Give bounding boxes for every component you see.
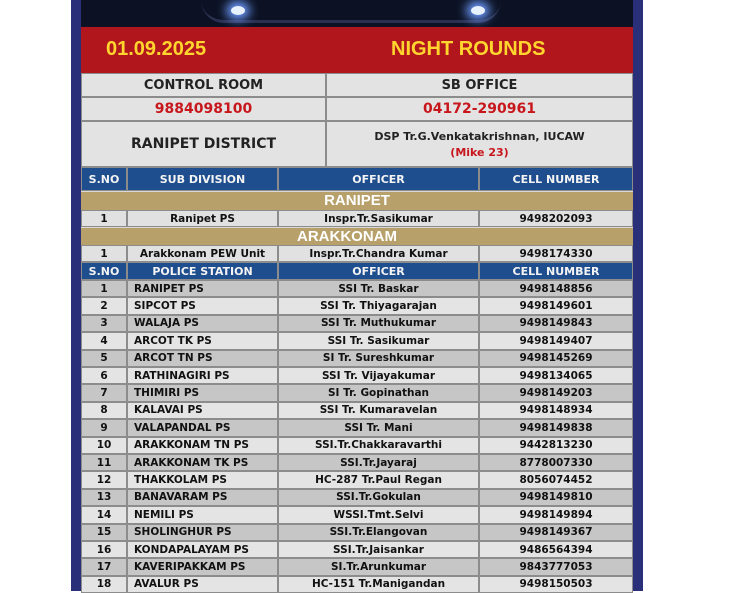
row-officer: SSI Tr. Mani (278, 419, 479, 436)
car-silhouette (201, 0, 501, 23)
row-officer: SSI.Tr.Jaisankar (278, 541, 479, 558)
col-sno-header: S.NO (81, 167, 127, 191)
row-sno: 4 (81, 332, 127, 349)
table-row (81, 280, 633, 297)
col-sno-header: S.NO (81, 262, 127, 280)
row-officer: HC-287 Tr.Paul Regan (278, 471, 479, 488)
row-station: NEMILI PS (127, 506, 278, 523)
row-cell-number: 9486564394 (479, 541, 633, 558)
row-officer: SSI Tr. Thiyagarajan (278, 297, 479, 314)
row-cell-number: 9498149810 (479, 489, 633, 506)
row-cell-number: 8778007330 (479, 454, 633, 471)
row-cell-number: 9498149407 (479, 332, 633, 349)
row-station: ARCOT TN PS (127, 350, 278, 367)
table-row (81, 315, 633, 332)
row-sno: 3 (81, 315, 127, 332)
table-row (81, 332, 633, 349)
row-sno: 5 (81, 350, 127, 367)
row-officer: WSSI.Tmt.Selvi (278, 506, 479, 523)
table-row (81, 471, 633, 488)
table-row (81, 506, 633, 523)
table-row (81, 558, 633, 575)
row-station: VALAPANDAL PS (127, 419, 278, 436)
row-cell-number: 9498149838 (479, 419, 633, 436)
row-station: BANAVARAM PS (127, 489, 278, 506)
row-sno: 16 (81, 541, 127, 558)
row-officer: SSI Tr. Muthukumar (278, 315, 479, 332)
row-station: RANIPET PS (127, 280, 278, 297)
row-cell-number: 9498149843 (479, 315, 633, 332)
row-sno: 8 (81, 402, 127, 419)
row-cell-number: 9442813230 (479, 437, 633, 454)
table-row (81, 437, 633, 454)
row-station: KALAVAI PS (127, 402, 278, 419)
col-cell-header: CELL NUMBER (479, 262, 633, 280)
row-officer: SSI Tr. Kumaravelan (278, 402, 479, 419)
row-sno: 17 (81, 558, 127, 575)
page-title: NIGHT ROUNDS (391, 38, 546, 60)
row-officer: SI Tr. Gopinathan (278, 384, 479, 401)
col-officer-header: OFFICER (278, 167, 479, 191)
duty-sheet-body (81, 0, 633, 591)
row-sno: 12 (81, 471, 127, 488)
row-officer: SI Tr. Sureshkumar (278, 350, 479, 367)
row-officer: Inspr.Tr.Sasikumar (278, 210, 479, 227)
row-cell-number: 9843777053 (479, 558, 633, 575)
row-sno: 11 (81, 454, 127, 471)
row-cell-number: 9498145269 (479, 350, 633, 367)
row-officer: SSI.Tr.Chakkaravarthi (278, 437, 479, 454)
control-room-phone: 9884098100 (81, 97, 326, 121)
sb-office-phone: 04172-290961 (326, 97, 633, 121)
row-sno: 10 (81, 437, 127, 454)
sb-office-label: SB OFFICE (326, 73, 633, 97)
table-row (81, 576, 633, 593)
col-officer-header: OFFICER (278, 262, 479, 280)
row-cell-number: 9498149367 (479, 524, 633, 541)
row-sno: 7 (81, 384, 127, 401)
table-row (81, 489, 633, 506)
row-station: ARAKKONAM TK PS (127, 454, 278, 471)
control-room-label: CONTROL ROOM (81, 73, 326, 97)
row-cell-number: 9498149894 (479, 506, 633, 523)
row-station: SHOLINGHUR PS (127, 524, 278, 541)
table-row (81, 541, 633, 558)
row-station: KAVERIPAKKAM PS (127, 558, 278, 575)
banner-image (81, 0, 633, 27)
row-station: RATHINAGIRI PS (127, 367, 278, 384)
row-sno: 1 (81, 280, 127, 297)
row-station: AVALUR PS (127, 576, 278, 593)
row-cell-number: 9498149203 (479, 384, 633, 401)
table-row (81, 524, 633, 541)
row-officer: SI.Tr.Arunkumar (278, 558, 479, 575)
row-station: ARCOT TK PS (127, 332, 278, 349)
row-sno: 1 (81, 245, 127, 262)
row-sno: 14 (81, 506, 127, 523)
row-officer: SSI Tr. Baskar (278, 280, 479, 297)
table-row (81, 210, 633, 227)
row-cell-number: 9498134065 (479, 367, 633, 384)
group-heading-arakkonam: ARAKKONAM (81, 228, 633, 245)
dsp-cell (326, 121, 633, 167)
row-cell-number: 9498150503 (479, 576, 633, 593)
col-station-header: POLICE STATION (127, 262, 278, 280)
row-sno: 6 (81, 367, 127, 384)
row-cell-number: 9498202093 (479, 210, 633, 227)
table-row (81, 419, 633, 436)
duty-sheet (71, 0, 643, 591)
row-sno: 18 (81, 576, 127, 593)
row-officer: SSI Tr. Sasikumar (278, 332, 479, 349)
table-row (81, 402, 633, 419)
row-cell-number: 9498148934 (479, 402, 633, 419)
table-row (81, 297, 633, 314)
table-row (81, 384, 633, 401)
row-sno: 9 (81, 419, 127, 436)
row-station: WALAJA PS (127, 315, 278, 332)
row-sno: 1 (81, 210, 127, 227)
row-officer: HC-151 Tr.Manigandan (278, 576, 479, 593)
row-station: KONDAPALAYAM PS (127, 541, 278, 558)
row-station: ARAKKONAM TN PS (127, 437, 278, 454)
row-officer: SSI.Tr.Elangovan (278, 524, 479, 541)
col-cell-header: CELL NUMBER (479, 167, 633, 191)
row-officer: SSI.Tr.Gokulan (278, 489, 479, 506)
row-officer: SSI.Tr.Jayaraj (278, 454, 479, 471)
row-officer: SSI Tr. Vijayakumar (278, 367, 479, 384)
table-row (81, 245, 633, 262)
col-subdivision-header: SUB DIVISION (127, 167, 278, 191)
row-subdivision: Arakkonam PEW Unit (127, 245, 278, 262)
row-officer: Inspr.Tr.Chandra Kumar (278, 245, 479, 262)
row-station: THAKKOLAM PS (127, 471, 278, 488)
row-cell-number: 9498149601 (479, 297, 633, 314)
dsp-name: DSP Tr.G.Venkatakrishnan, IUCAW (374, 129, 585, 143)
row-sno: 13 (81, 489, 127, 506)
table-row (81, 350, 633, 367)
row-station: THIMIRI PS (127, 384, 278, 401)
dsp-callsign: (Mike 23) (450, 145, 509, 159)
table-row (81, 454, 633, 471)
district-name: RANIPET DISTRICT (81, 121, 326, 167)
row-station: SIPCOT PS (127, 297, 278, 314)
row-sno: 2 (81, 297, 127, 314)
row-sno: 15 (81, 524, 127, 541)
row-cell-number: 9498148856 (479, 280, 633, 297)
headlight-right-icon (471, 6, 485, 15)
headlight-left-icon (231, 6, 245, 15)
table-row (81, 367, 633, 384)
title-bar (81, 27, 633, 73)
duty-date: 01.09.2025 (106, 38, 207, 60)
row-cell-number: 8056074452 (479, 471, 633, 488)
row-cell-number: 9498174330 (479, 245, 633, 262)
group-heading-ranipet: RANIPET (81, 192, 633, 210)
row-subdivision: Ranipet PS (127, 210, 278, 227)
